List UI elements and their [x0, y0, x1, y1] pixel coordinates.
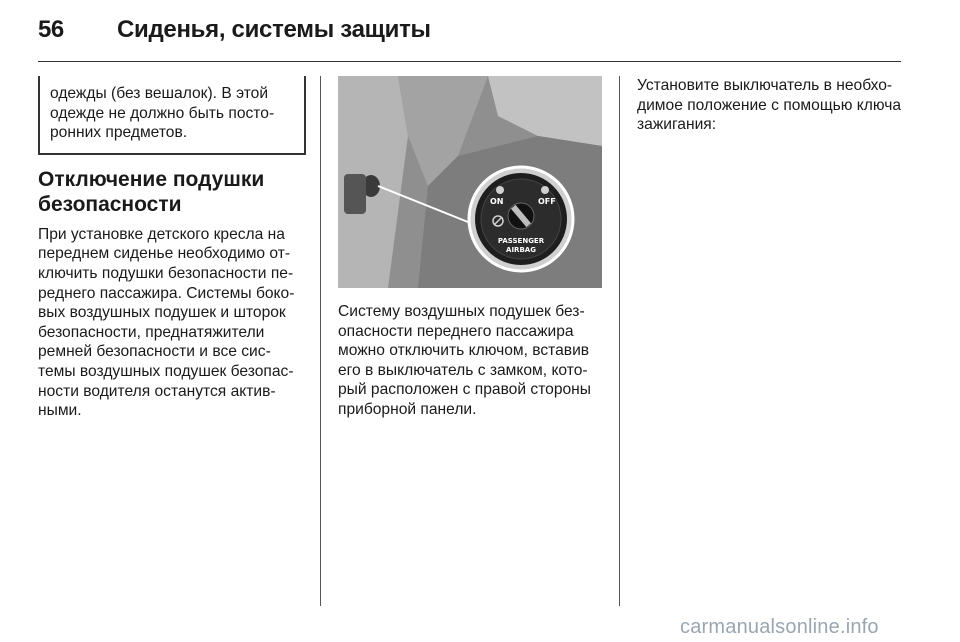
column-3	[637, 76, 905, 135]
notice-text: одежды (без вешалок). В этой одежде не должно быть посто-ронних предметов.	[50, 85, 275, 142]
header-rule	[38, 61, 901, 62]
column-divider-left	[320, 76, 321, 606]
column-divider-right	[619, 76, 620, 606]
section-heading: Отключение подушки безопасности	[38, 167, 265, 216]
column-1	[38, 76, 304, 421]
page-number: 56	[38, 16, 64, 43]
column-2	[338, 76, 602, 420]
figure-caption: Систему воздушных подушек без-опасности переднего пассажира можно отключить ключом, вставив его в выключатель с замком, кото-рый расположен с правой стороны приборной панели.	[338, 303, 592, 418]
instruction-paragraph: Установите выключатель в необхо-димое положение с помощью ключа зажигания:	[637, 77, 902, 134]
airbag-switch-figure	[338, 76, 602, 288]
switch-off-label: OFF	[538, 197, 556, 206]
watermark: carmanualsonline.info	[680, 616, 879, 638]
section-paragraph: При установке детского кресла на переднем сиденье необходимо от-ключить подушки безопасности пе-реднего пассажира. Системы боко-вых воздушных подушек и шторок безопасности, преднатяжители ремней безопасности и все сис-темы воздушных подушек безопас-ности водителя останутся актив-ными.	[38, 225, 295, 420]
switch-caption-line1: PASSENGER	[497, 237, 545, 245]
switch-on-label: ON	[490, 197, 504, 206]
page-title: Сиденья, системы защиты	[117, 16, 431, 43]
airbag-switch-illustration	[338, 76, 602, 288]
notice-box	[38, 76, 306, 155]
switch-caption-line2: AIRBAG	[506, 246, 536, 254]
